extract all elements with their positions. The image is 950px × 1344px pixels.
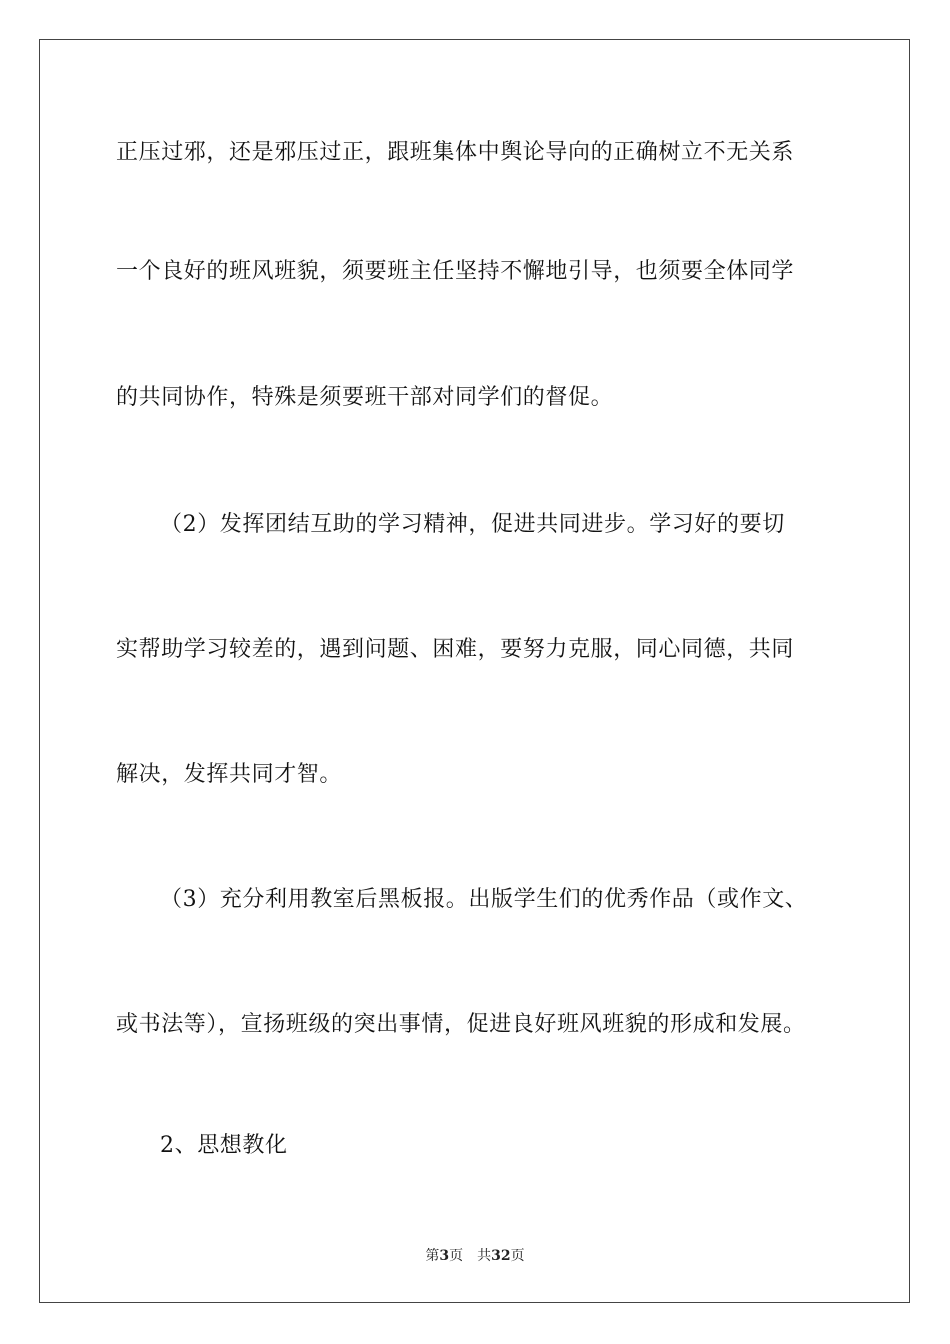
footer-page-number: 3 bbox=[439, 1248, 450, 1264]
footer-total-prefix: 共 bbox=[477, 1248, 492, 1264]
footer-page-suffix: 页 bbox=[449, 1248, 464, 1264]
footer-total-pages: 32 bbox=[491, 1248, 511, 1264]
body-line-6: 解决，发挥共同才智。 bbox=[116, 762, 343, 787]
body-line-2: 一个良好的班风班貌，须要班主任坚持不懈地引导，也须要全体同学 bbox=[116, 259, 795, 284]
body-line-7: （3）充分利用教室后黑板报。出版学生们的优秀作品（或作文、 bbox=[160, 887, 808, 912]
body-line-3: 的共同协作，特殊是须要班干部对同学们的督促。 bbox=[116, 385, 614, 410]
section-heading: 2、思想教化 bbox=[160, 1133, 288, 1158]
page-footer bbox=[0, 1247, 950, 1265]
body-line-4: （2）发挥团结互助的学习精神，促进共同进步。学习好的要切 bbox=[160, 512, 785, 537]
body-line-1: 正压过邪，还是邪压过正，跟班集体中舆论导向的正确树立不无关系 bbox=[116, 140, 795, 165]
body-line-5: 实帮助学习较差的，遇到问题、困难，要努力克服，同心同德，共同 bbox=[116, 637, 795, 662]
footer-total-suffix: 页 bbox=[510, 1248, 525, 1264]
footer-page-prefix: 第 bbox=[425, 1248, 440, 1264]
page-border bbox=[39, 39, 910, 1303]
body-line-8: 或书法等），宣扬班级的突出事情，促进良好班风班貌的形成和发展。 bbox=[116, 1012, 806, 1037]
